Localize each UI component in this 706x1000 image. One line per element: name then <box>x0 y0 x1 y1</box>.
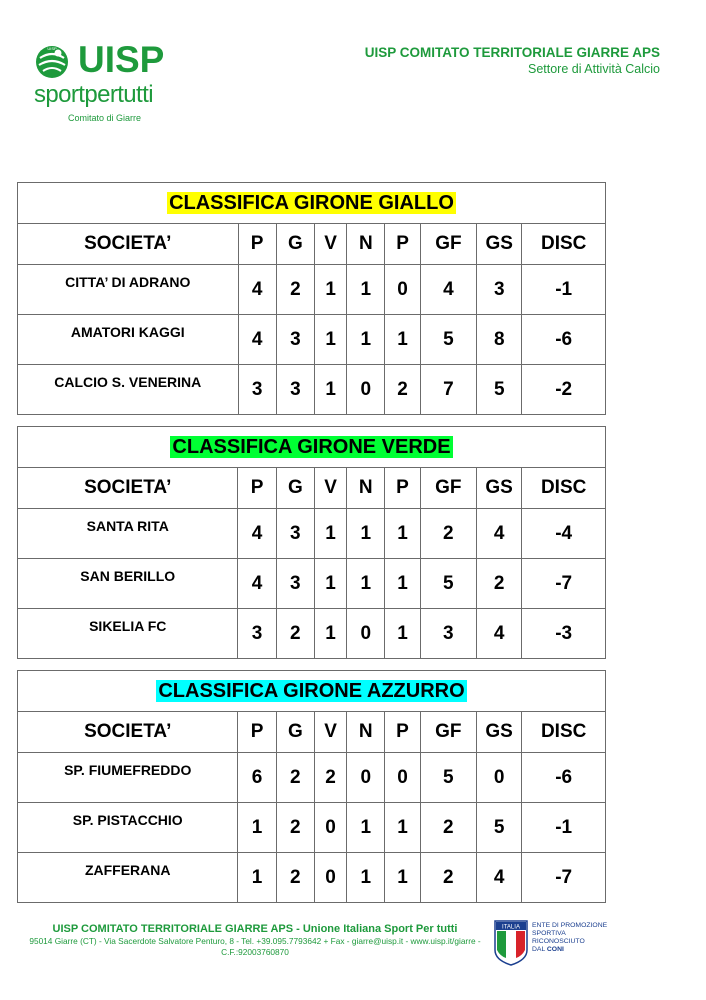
footer-tax-code: C.F.:92003760870 <box>221 947 289 957</box>
table-row <box>18 265 606 315</box>
standings-table <box>17 426 606 659</box>
table-header-row <box>18 224 606 265</box>
stat-cell: 1 <box>385 609 420 659</box>
stat-cell: 3 <box>276 559 314 609</box>
stat-cell: 2 <box>420 803 476 853</box>
stat-cell: 2 <box>276 609 314 659</box>
stat-cell: 0 <box>314 853 346 903</box>
table-title-cell <box>18 427 606 468</box>
stat-cell: 2 <box>476 559 521 609</box>
stat-cell: 1 <box>347 315 385 365</box>
uisp-logo <box>32 40 182 125</box>
column-header: P <box>385 224 420 265</box>
column-header: GF <box>420 224 476 265</box>
team-name: SANTA RITA <box>18 509 238 559</box>
table-title: CLASSIFICA GIRONE AZZURRO <box>158 680 465 702</box>
team-name: SP. PISTACCHIO <box>18 803 238 853</box>
org-name: UISP COMITATO TERRITORIALE GIARRE APS <box>364 45 660 60</box>
team-name: CALCIO S. VENERINA <box>18 365 239 415</box>
stat-cell: 2 <box>420 509 476 559</box>
stat-cell: -7 <box>522 559 606 609</box>
column-header: V <box>314 468 346 509</box>
stat-cell: 3 <box>276 509 314 559</box>
table-title-row <box>18 671 606 712</box>
coni-line4 <box>532 946 607 954</box>
column-header: G <box>276 468 314 509</box>
stat-cell: 2 <box>420 853 476 903</box>
stat-cell: 1 <box>314 559 346 609</box>
stat-cell: 4 <box>238 265 276 315</box>
stat-cell: 2 <box>276 753 314 803</box>
stat-cell: 1 <box>238 803 276 853</box>
stat-cell: 4 <box>238 315 276 365</box>
stat-cell: 0 <box>385 265 420 315</box>
soccer-ball-icon <box>34 44 70 80</box>
table-row <box>18 609 606 659</box>
stat-cell: 4 <box>476 509 521 559</box>
stat-cell: 3 <box>276 315 314 365</box>
column-header: P <box>385 468 420 509</box>
stat-cell: 1 <box>315 315 347 365</box>
stat-cell: 1 <box>385 559 420 609</box>
table-title-cell <box>18 671 606 712</box>
stat-cell: 0 <box>347 609 385 659</box>
logo-subtitle: Comitato di Giarre <box>68 113 142 123</box>
stat-cell: 1 <box>347 265 385 315</box>
coni-line4-brand: CONI <box>546 946 564 953</box>
stat-cell: 6 <box>238 753 276 803</box>
standings-table-3 <box>17 670 606 903</box>
stat-cell: 4 <box>238 509 276 559</box>
column-header: GS <box>476 712 521 753</box>
column-header: SOCIETA’ <box>18 224 239 265</box>
stat-cell: -6 <box>522 753 606 803</box>
column-header: P <box>238 712 276 753</box>
standings-table <box>17 182 606 415</box>
footer-org: UISP COMITATO TERRITORIALE GIARRE APS - Unione Italiana Sport Per tutti <box>52 923 458 935</box>
footer <box>20 922 490 958</box>
stat-cell: 1 <box>347 559 385 609</box>
table-row <box>18 853 606 903</box>
stat-cell: 0 <box>314 803 346 853</box>
stat-cell: 2 <box>276 265 314 315</box>
stat-cell: 3 <box>238 365 276 415</box>
logo-brand: UISP <box>78 39 165 80</box>
standings-table <box>17 670 606 903</box>
column-header: P <box>385 712 420 753</box>
stat-cell: 1 <box>314 609 346 659</box>
table-row <box>18 365 606 415</box>
column-header: P <box>238 468 276 509</box>
team-name: AMATORI KAGGI <box>18 315 239 365</box>
column-header: V <box>315 224 347 265</box>
stat-cell: 1 <box>385 315 420 365</box>
footer-address: 95014 Giarre (CT) - Via Sacerdote Salvatore Penturo, 8 - Tel. +39.095.7793642 + Fax - giarre@uisp.it - www.uisp.it/giarre - <box>29 936 481 946</box>
stat-cell: 3 <box>276 365 314 415</box>
column-header: P <box>238 224 276 265</box>
stat-cell: 5 <box>477 365 522 415</box>
stat-cell: 3 <box>238 609 276 659</box>
stat-cell: 4 <box>476 609 521 659</box>
stat-cell: 1 <box>385 509 420 559</box>
team-name: CITTA’ DI ADRANO <box>18 265 239 315</box>
table-row <box>18 753 606 803</box>
organization-header <box>365 44 660 77</box>
stat-cell: 2 <box>276 853 314 903</box>
column-header: N <box>347 224 385 265</box>
stat-cell: 2 <box>314 753 346 803</box>
column-header: GS <box>476 468 521 509</box>
stat-cell: 1 <box>347 509 385 559</box>
coni-line3: RICONOSCIUTO <box>532 938 585 945</box>
stat-cell: 1 <box>385 803 420 853</box>
logo-tagline: sportpertutti <box>34 81 153 108</box>
column-header: N <box>347 468 385 509</box>
table-row <box>18 509 606 559</box>
coni-line2: SPORTIVA <box>532 930 566 937</box>
stat-cell: 3 <box>477 265 522 315</box>
standings-table-1 <box>17 182 606 415</box>
stat-cell: 0 <box>347 365 385 415</box>
coni-line1: ENTE DI PROMOZIONE <box>532 922 608 929</box>
coni-text <box>532 922 607 954</box>
table-title: CLASSIFICA GIRONE VERDE <box>172 436 451 458</box>
table-header-row <box>18 468 606 509</box>
stat-cell: 4 <box>420 265 476 315</box>
column-header: GF <box>420 712 476 753</box>
coni-line4-prefix: DAL <box>532 946 545 953</box>
logo-ball-text: UISP <box>47 46 57 51</box>
stat-cell: 7 <box>420 365 476 415</box>
table-title-cell <box>18 183 606 224</box>
stat-cell: 2 <box>385 365 420 415</box>
coni-badge <box>494 920 614 968</box>
team-name: SP. FIUMEFREDDO <box>18 753 238 803</box>
stat-cell: 1 <box>314 509 346 559</box>
column-header: DISC <box>522 468 606 509</box>
stat-cell: 1 <box>347 803 385 853</box>
org-sector: Settore di Attività Calcio <box>527 62 660 76</box>
stat-cell: -1 <box>522 803 606 853</box>
stat-cell: 1 <box>315 365 347 415</box>
stat-cell: -3 <box>522 609 606 659</box>
stat-cell: -6 <box>522 315 606 365</box>
team-name: SIKELIA FC <box>18 609 238 659</box>
stat-cell: 1 <box>238 853 276 903</box>
stat-cell: 0 <box>347 753 385 803</box>
stat-cell: 4 <box>238 559 276 609</box>
stat-cell: -1 <box>522 265 606 315</box>
column-header: V <box>314 712 346 753</box>
table-title-row <box>18 183 606 224</box>
team-name: SAN BERILLO <box>18 559 238 609</box>
stat-cell: -7 <box>522 853 606 903</box>
stat-cell: 8 <box>477 315 522 365</box>
stat-cell: 4 <box>476 853 521 903</box>
column-header: SOCIETA’ <box>18 468 238 509</box>
column-header: SOCIETA’ <box>18 712 238 753</box>
coni-label: ITALIA <box>502 924 520 931</box>
table-header-row <box>18 712 606 753</box>
table-row <box>18 803 606 853</box>
stat-cell: 2 <box>276 803 314 853</box>
stat-cell: 5 <box>420 753 476 803</box>
column-header: N <box>347 712 385 753</box>
stat-cell: 1 <box>347 853 385 903</box>
table-row <box>18 559 606 609</box>
stat-cell: 0 <box>385 753 420 803</box>
team-name: ZAFFERANA <box>18 853 238 903</box>
table-title: CLASSIFICA GIRONE GIALLO <box>169 192 454 214</box>
stat-cell: -4 <box>522 509 606 559</box>
standings-table-2 <box>17 426 606 659</box>
column-header: G <box>276 224 314 265</box>
table-title-row <box>18 427 606 468</box>
stat-cell: 1 <box>315 265 347 315</box>
column-header: GF <box>420 468 476 509</box>
stat-cell: 5 <box>476 803 521 853</box>
stat-cell: 5 <box>420 559 476 609</box>
stat-cell: 5 <box>420 315 476 365</box>
column-header: GS <box>477 224 522 265</box>
table-row <box>18 315 606 365</box>
stat-cell: 0 <box>476 753 521 803</box>
stat-cell: 1 <box>385 853 420 903</box>
stat-cell: -2 <box>522 365 606 415</box>
column-header: DISC <box>522 712 606 753</box>
column-header: G <box>276 712 314 753</box>
stat-cell: 3 <box>420 609 476 659</box>
column-header: DISC <box>522 224 606 265</box>
italia-shield-icon <box>494 920 528 966</box>
